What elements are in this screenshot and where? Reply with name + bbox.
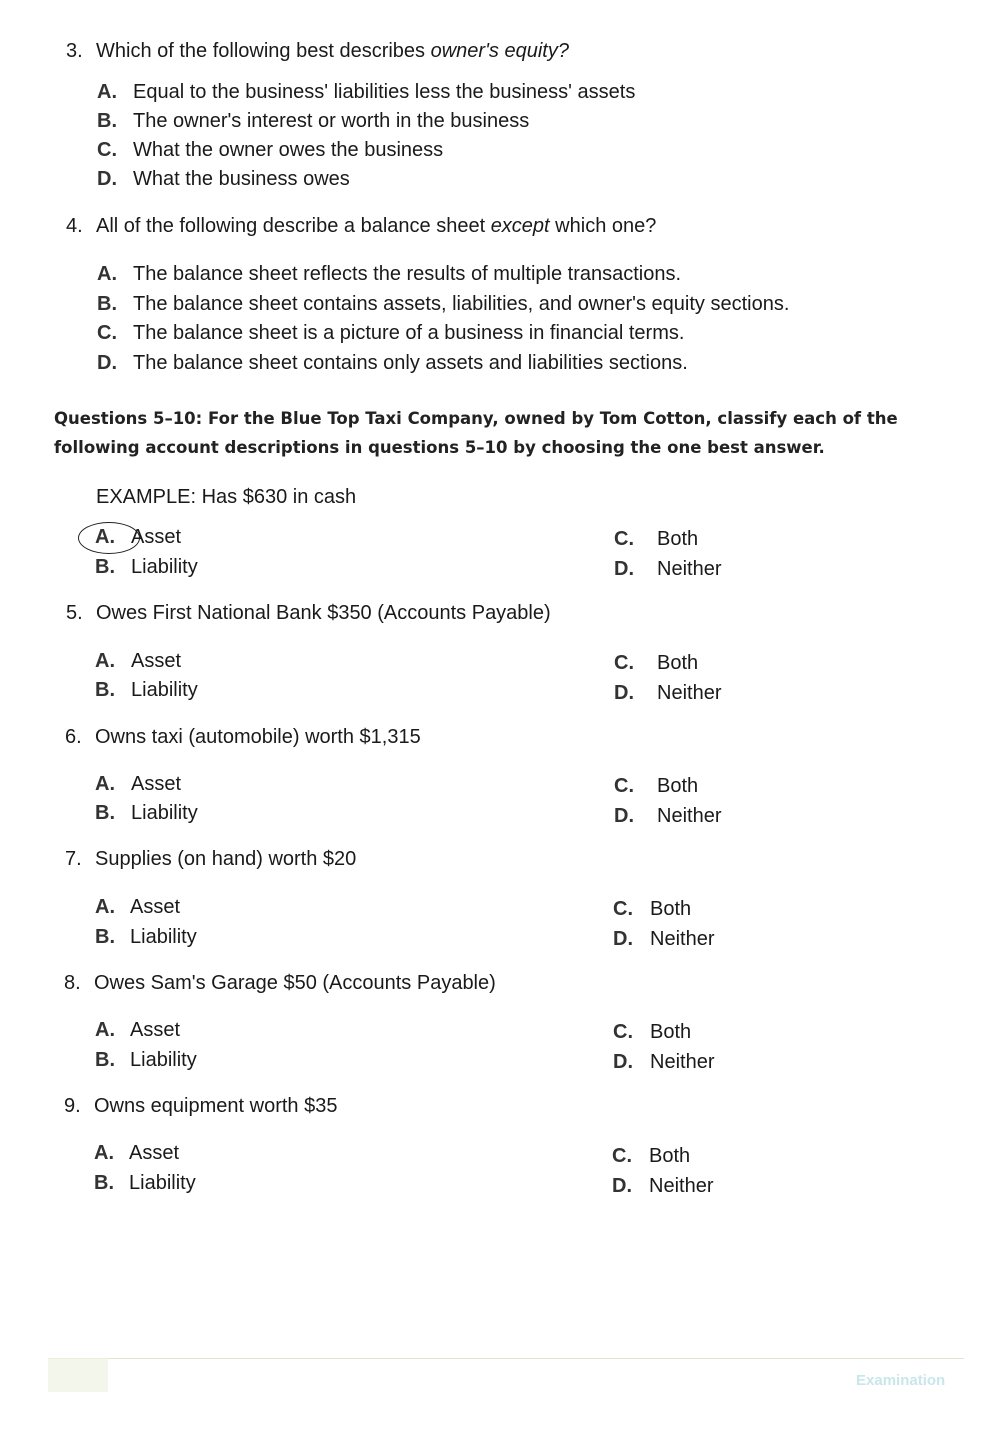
q5-option-d[interactable]: D. Neither (614, 682, 722, 704)
example-option-d: D. Neither (614, 558, 722, 580)
question-6-stem: 6. Owns taxi (automobile) worth $1,315 (65, 726, 421, 748)
q8-option-d[interactable]: D. Neither (613, 1051, 715, 1073)
question-number: 3. (66, 40, 83, 62)
q9-option-d[interactable]: D. Neither (612, 1175, 714, 1197)
q8-option-a[interactable]: A. Asset (95, 1019, 181, 1041)
q9-option-a[interactable]: A. Asset (94, 1142, 180, 1164)
q5-option-a[interactable]: A. Asset (95, 650, 182, 672)
example-option-a: A. Asset (95, 526, 182, 548)
q6-option-d[interactable]: D. Neither (614, 805, 722, 827)
q4-option-b[interactable]: B. The balance sheet contains assets, liabilities, and owner's equity sections. (97, 293, 790, 315)
footer-rule (48, 1358, 964, 1359)
question-emphasis: except (490, 215, 550, 237)
question-8-stem: 8. Owes Sam's Garage $50 (Accounts Payable) (64, 972, 496, 994)
q6-option-a[interactable]: A. Asset (95, 773, 182, 795)
q5-option-b[interactable]: B. Liability (95, 679, 198, 701)
example-option-b: B. Liability (95, 556, 198, 578)
question-7-stem: 7. Supplies (on hand) worth $20 (65, 848, 357, 870)
question-number: 4. (66, 215, 83, 237)
q9-option-b[interactable]: B. Liability (94, 1172, 196, 1194)
example-option-c: C. Both (614, 528, 699, 550)
q3-option-c[interactable]: C. What the owner owes the business (97, 139, 444, 161)
q7-option-d[interactable]: D. Neither (613, 928, 715, 950)
q8-option-c[interactable]: C. Both (613, 1021, 692, 1043)
q7-option-a[interactable]: A. Asset (95, 896, 181, 918)
question-3-stem (66, 40, 569, 63)
example-stem: EXAMPLE: Has $630 in cash (96, 486, 357, 508)
question-text: Which of the following best describes (96, 40, 431, 62)
q3-option-d[interactable]: D. What the business owes (97, 168, 350, 190)
section-instructions: Questions 5–10: For the Blue Top Taxi Company, owned by Tom Cotton, classify each of the following account descriptions in questions 5–10 by choosing the one best answer. (54, 409, 898, 457)
question-emphasis: owner's equity? (430, 40, 569, 62)
q4-option-a[interactable]: A. The balance sheet reflects the results of multiple transactions. (97, 263, 682, 285)
q3-option-b[interactable]: B. The owner's interest or worth in the business (97, 110, 530, 132)
question-5-stem: 5. Owes First National Bank $350 (Accounts Payable) (66, 602, 551, 624)
q7-option-c[interactable]: C. Both (613, 898, 692, 920)
footer-logo-block (48, 1358, 108, 1392)
q7-option-b[interactable]: B. Liability (95, 926, 197, 948)
question-9-stem: 9. Owns equipment worth $35 (64, 1095, 338, 1117)
q4-option-d[interactable]: D. The balance sheet contains only assets and liabilities sections. (97, 352, 688, 374)
q9-option-c[interactable]: C. Both (612, 1145, 691, 1167)
q3-option-a[interactable]: A. Equal to the business' liabilities less the business' assets (97, 81, 636, 103)
footer-section-label: Examination (856, 1372, 946, 1389)
q5-option-c[interactable]: C. Both (614, 652, 699, 674)
question-4-stem: 4. All of the following describe a balance sheet except which one? (66, 215, 657, 237)
q8-option-b[interactable]: B. Liability (95, 1049, 197, 1071)
q4-option-c[interactable]: C. The balance sheet is a picture of a business in financial terms. (97, 322, 685, 344)
q6-option-c[interactable]: C. Both (614, 775, 699, 797)
q6-option-b[interactable]: B. Liability (95, 802, 198, 824)
